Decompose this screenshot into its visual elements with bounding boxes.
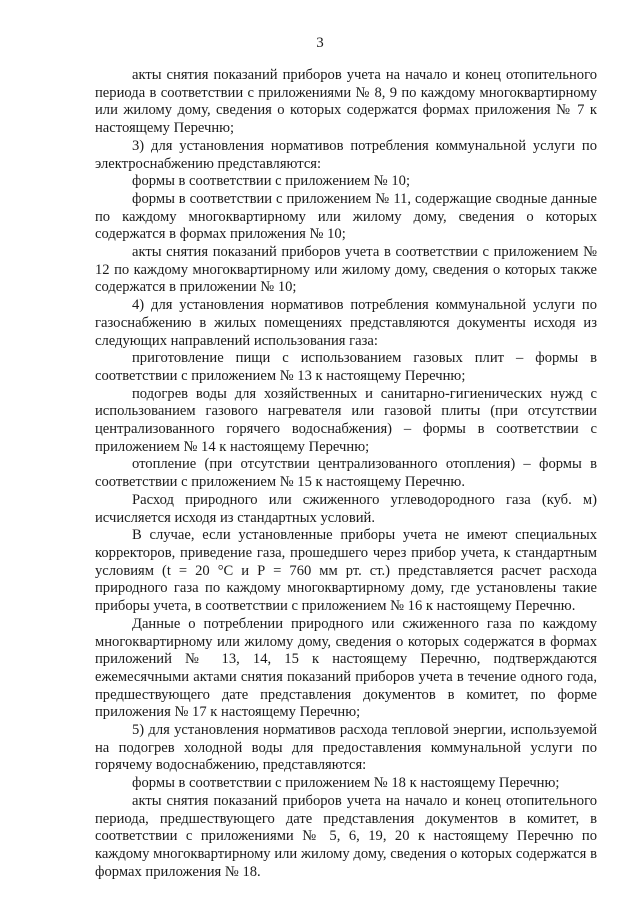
paragraph: акты снятия показаний приборов учета в соответствии с приложением № 12 по каждому многоквартирному или жилому дому, сведения о которых также содержатся в приложении № 10; [95, 244, 597, 296]
paragraph: 4) для установления нормативов потребления коммунальной услуги по газоснабжению в жилых помещениях представляются документы исходя из следующих направлений использования газа: [95, 297, 597, 349]
paragraph: приготовление пищи с использованием газовых плит – формы в соответствии с приложением № 13 к настоящему Перечню; [95, 350, 597, 384]
paragraph: 3) для установления нормативов потребления коммунальной услуги по электроснабжению представляются: [95, 137, 597, 172]
page-number: 3 [316, 35, 324, 51]
paragraph: формы в соответствии с приложением № 10; [132, 173, 410, 190]
paragraph: 5) для установления нормативов расхода тепловой энергии, используемой на подогрев холодной воды для предоставления коммунальной услуги по горячему водоснабжению, представляются: [95, 722, 597, 774]
paragraph: Данные о потреблении природного или сжиженного газа по каждому многоквартирному или жилому дому, сведения о которых содержатся в формах приложений № 13, 14, 15 к настоящему Перечню, подтверждаются ежемесячными актами снятия показаний приборов учета в течение одного года, предшествующего дате представления документов в комитет, по форме приложения № 17 к настоящему Перечню; [95, 615, 597, 721]
paragraph: формы в соответствии с приложением № 18 к настоящему Перечню; [132, 775, 560, 792]
paragraph: Расход природного или сжиженного углеводородного газа (куб. м) исчисляется исходя из стандартных условий. [95, 491, 597, 526]
paragraph: акты снятия показаний приборов учета на начало и конец отопительного периода, предшествующего дате представления документов в комитет, в соответствии с приложениями № 5, 6, 19, 20 к настоящему Перечню по каждому многоквартирному или жилому дому, сведения о которых содержатся в формах приложения № 18. [95, 792, 597, 880]
paragraph: отопление (при отсутствии централизованного отопления) – формы в соответствии с приложением № 15 к настоящему Перечню. [95, 456, 597, 491]
paragraph: В случае, если установленные приборы учета не имеют специальных корректоров, приведение газа, прошедшего через прибор учета, к стандартным условиям (t = 20 °С и Р = 760 мм рт. ст.) представляется расчет расхода природного газа по каждому многоквартирному дому, где установлены такие приборы учета, в соответствии с приложением № 16 к настоящему Перечню. [95, 527, 597, 615]
paragraph: акты снятия показаний приборов учета на начало и конец отопительного периода в соответствии с приложениями № 8, 9 по каждому многоквартирному или жилому дому, сведения о которых содержатся формах приложения № 7 к настоящему Перечню; [95, 67, 597, 137]
paragraph: подогрев воды для хозяйственных и санитарно-гигиенических нужд с использованием газового нагревателя или газовой плиты (при отсутствии централизованного горячего водоснабжения) – формы в соответствии с приложением № 14 к настоящему Перечню; [95, 385, 597, 455]
document-body [95, 67, 597, 881]
paragraph: формы в соответствии с приложением № 11, содержащие сводные данные по каждому многоквартирному или жилому дому, сведения о которых содержатся в формах приложения № 10; [95, 190, 597, 243]
